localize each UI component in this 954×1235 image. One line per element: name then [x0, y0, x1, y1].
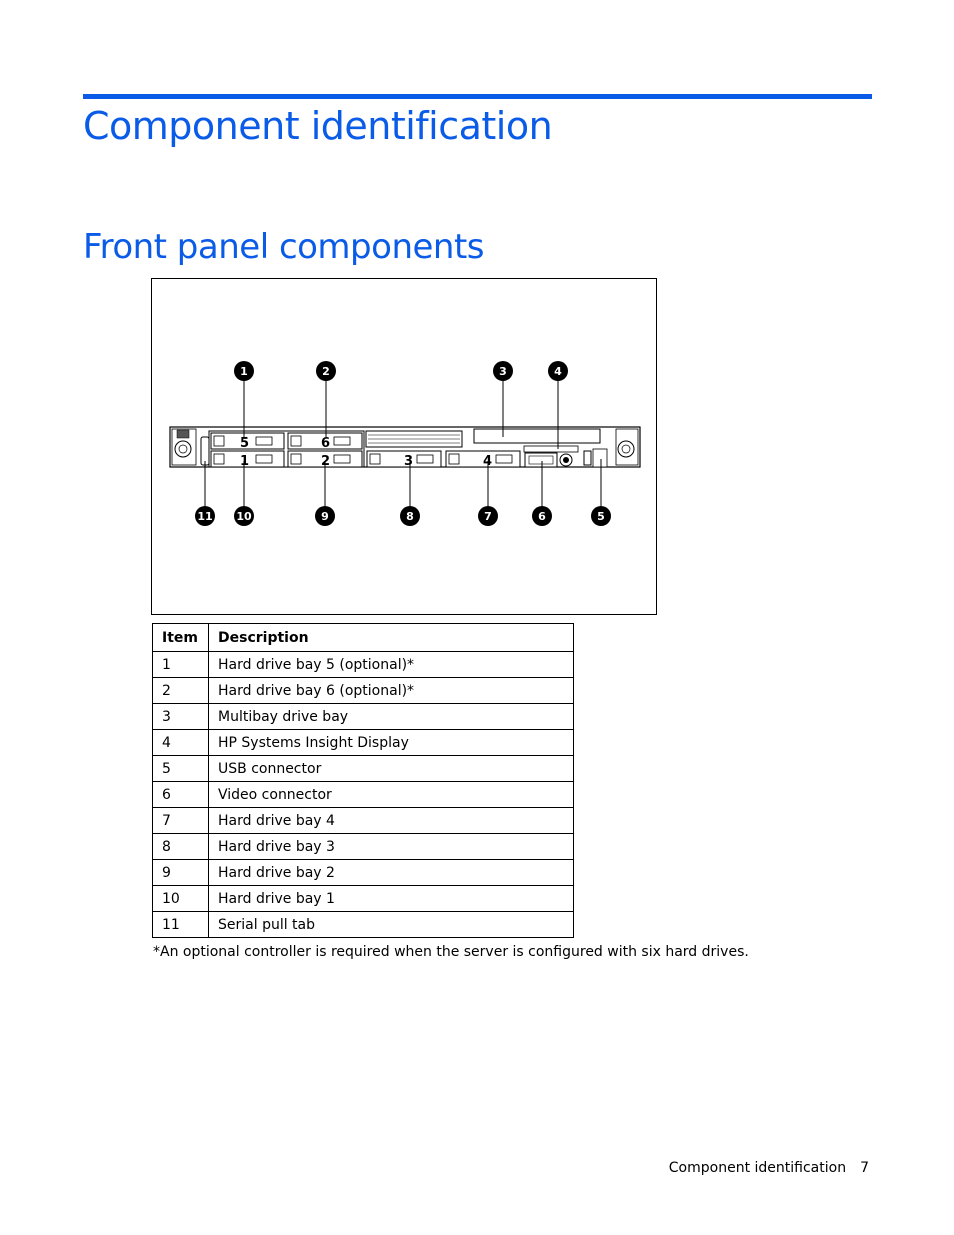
table-header-row	[153, 624, 574, 652]
footer-section-title: Component identification	[668, 1160, 847, 1176]
item-description: Hard drive bay 1	[209, 886, 574, 912]
callout-3: 3	[499, 365, 507, 378]
table-row	[153, 652, 574, 678]
bay-label-5: 5	[240, 436, 250, 451]
item-number: 6	[153, 782, 209, 808]
bay-label-6: 6	[321, 436, 331, 451]
item-description: Hard drive bay 3	[209, 834, 574, 860]
item-description: Hard drive bay 5 (optional)*	[209, 652, 574, 678]
callout-5: 5	[597, 510, 605, 523]
callout-9: 9	[321, 510, 329, 523]
table-row	[153, 730, 574, 756]
item-description: USB connector	[209, 756, 574, 782]
item-number: 7	[153, 808, 209, 834]
bay-label-3: 3	[404, 454, 414, 469]
table-row	[153, 678, 574, 704]
header-item: Item	[153, 624, 209, 652]
item-number: 10	[153, 886, 209, 912]
table-row	[153, 808, 574, 834]
front-panel-figure	[151, 278, 657, 615]
item-number: 2	[153, 678, 209, 704]
chapter-title: Component identification	[83, 104, 553, 148]
page-number: 7	[860, 1160, 869, 1176]
chapter-rule	[83, 94, 872, 99]
item-number: 1	[153, 652, 209, 678]
callout-6: 6	[538, 510, 546, 523]
callout-4: 4	[554, 365, 562, 378]
item-description: Hard drive bay 6 (optional)*	[209, 678, 574, 704]
callout-10: 10	[236, 510, 252, 523]
callout-8: 8	[406, 510, 414, 523]
table-row	[153, 756, 574, 782]
table-row	[153, 782, 574, 808]
server-front-panel-illustration	[152, 279, 658, 616]
table-row	[153, 834, 574, 860]
item-number: 11	[153, 912, 209, 938]
item-number: 4	[153, 730, 209, 756]
item-description: Multibay drive bay	[209, 704, 574, 730]
callout-1: 1	[240, 365, 248, 378]
bay-label-2: 2	[321, 454, 331, 469]
callout-2: 2	[322, 365, 330, 378]
bay-label-4: 4	[483, 454, 493, 469]
table-row	[153, 704, 574, 730]
item-number: 8	[153, 834, 209, 860]
item-description: Hard drive bay 2	[209, 860, 574, 886]
item-description: HP Systems Insight Display	[209, 730, 574, 756]
bay-label-1: 1	[240, 454, 250, 469]
table-footnote: *An optional controller is required when the server is configured with six hard drives.	[153, 944, 749, 960]
callout-7: 7	[484, 510, 492, 523]
section-title: Front panel components	[83, 227, 485, 267]
page-footer	[669, 1158, 869, 1178]
item-number: 3	[153, 704, 209, 730]
item-number: 5	[153, 756, 209, 782]
table-row	[153, 860, 574, 886]
header-description: Description	[209, 624, 574, 652]
item-number: 9	[153, 860, 209, 886]
table-row	[153, 912, 574, 938]
item-description: Video connector	[209, 782, 574, 808]
components-table	[152, 623, 574, 938]
table-row	[153, 886, 574, 912]
callout-11: 11	[197, 510, 213, 523]
item-description: Hard drive bay 4	[209, 808, 574, 834]
item-description: Serial pull tab	[209, 912, 574, 938]
